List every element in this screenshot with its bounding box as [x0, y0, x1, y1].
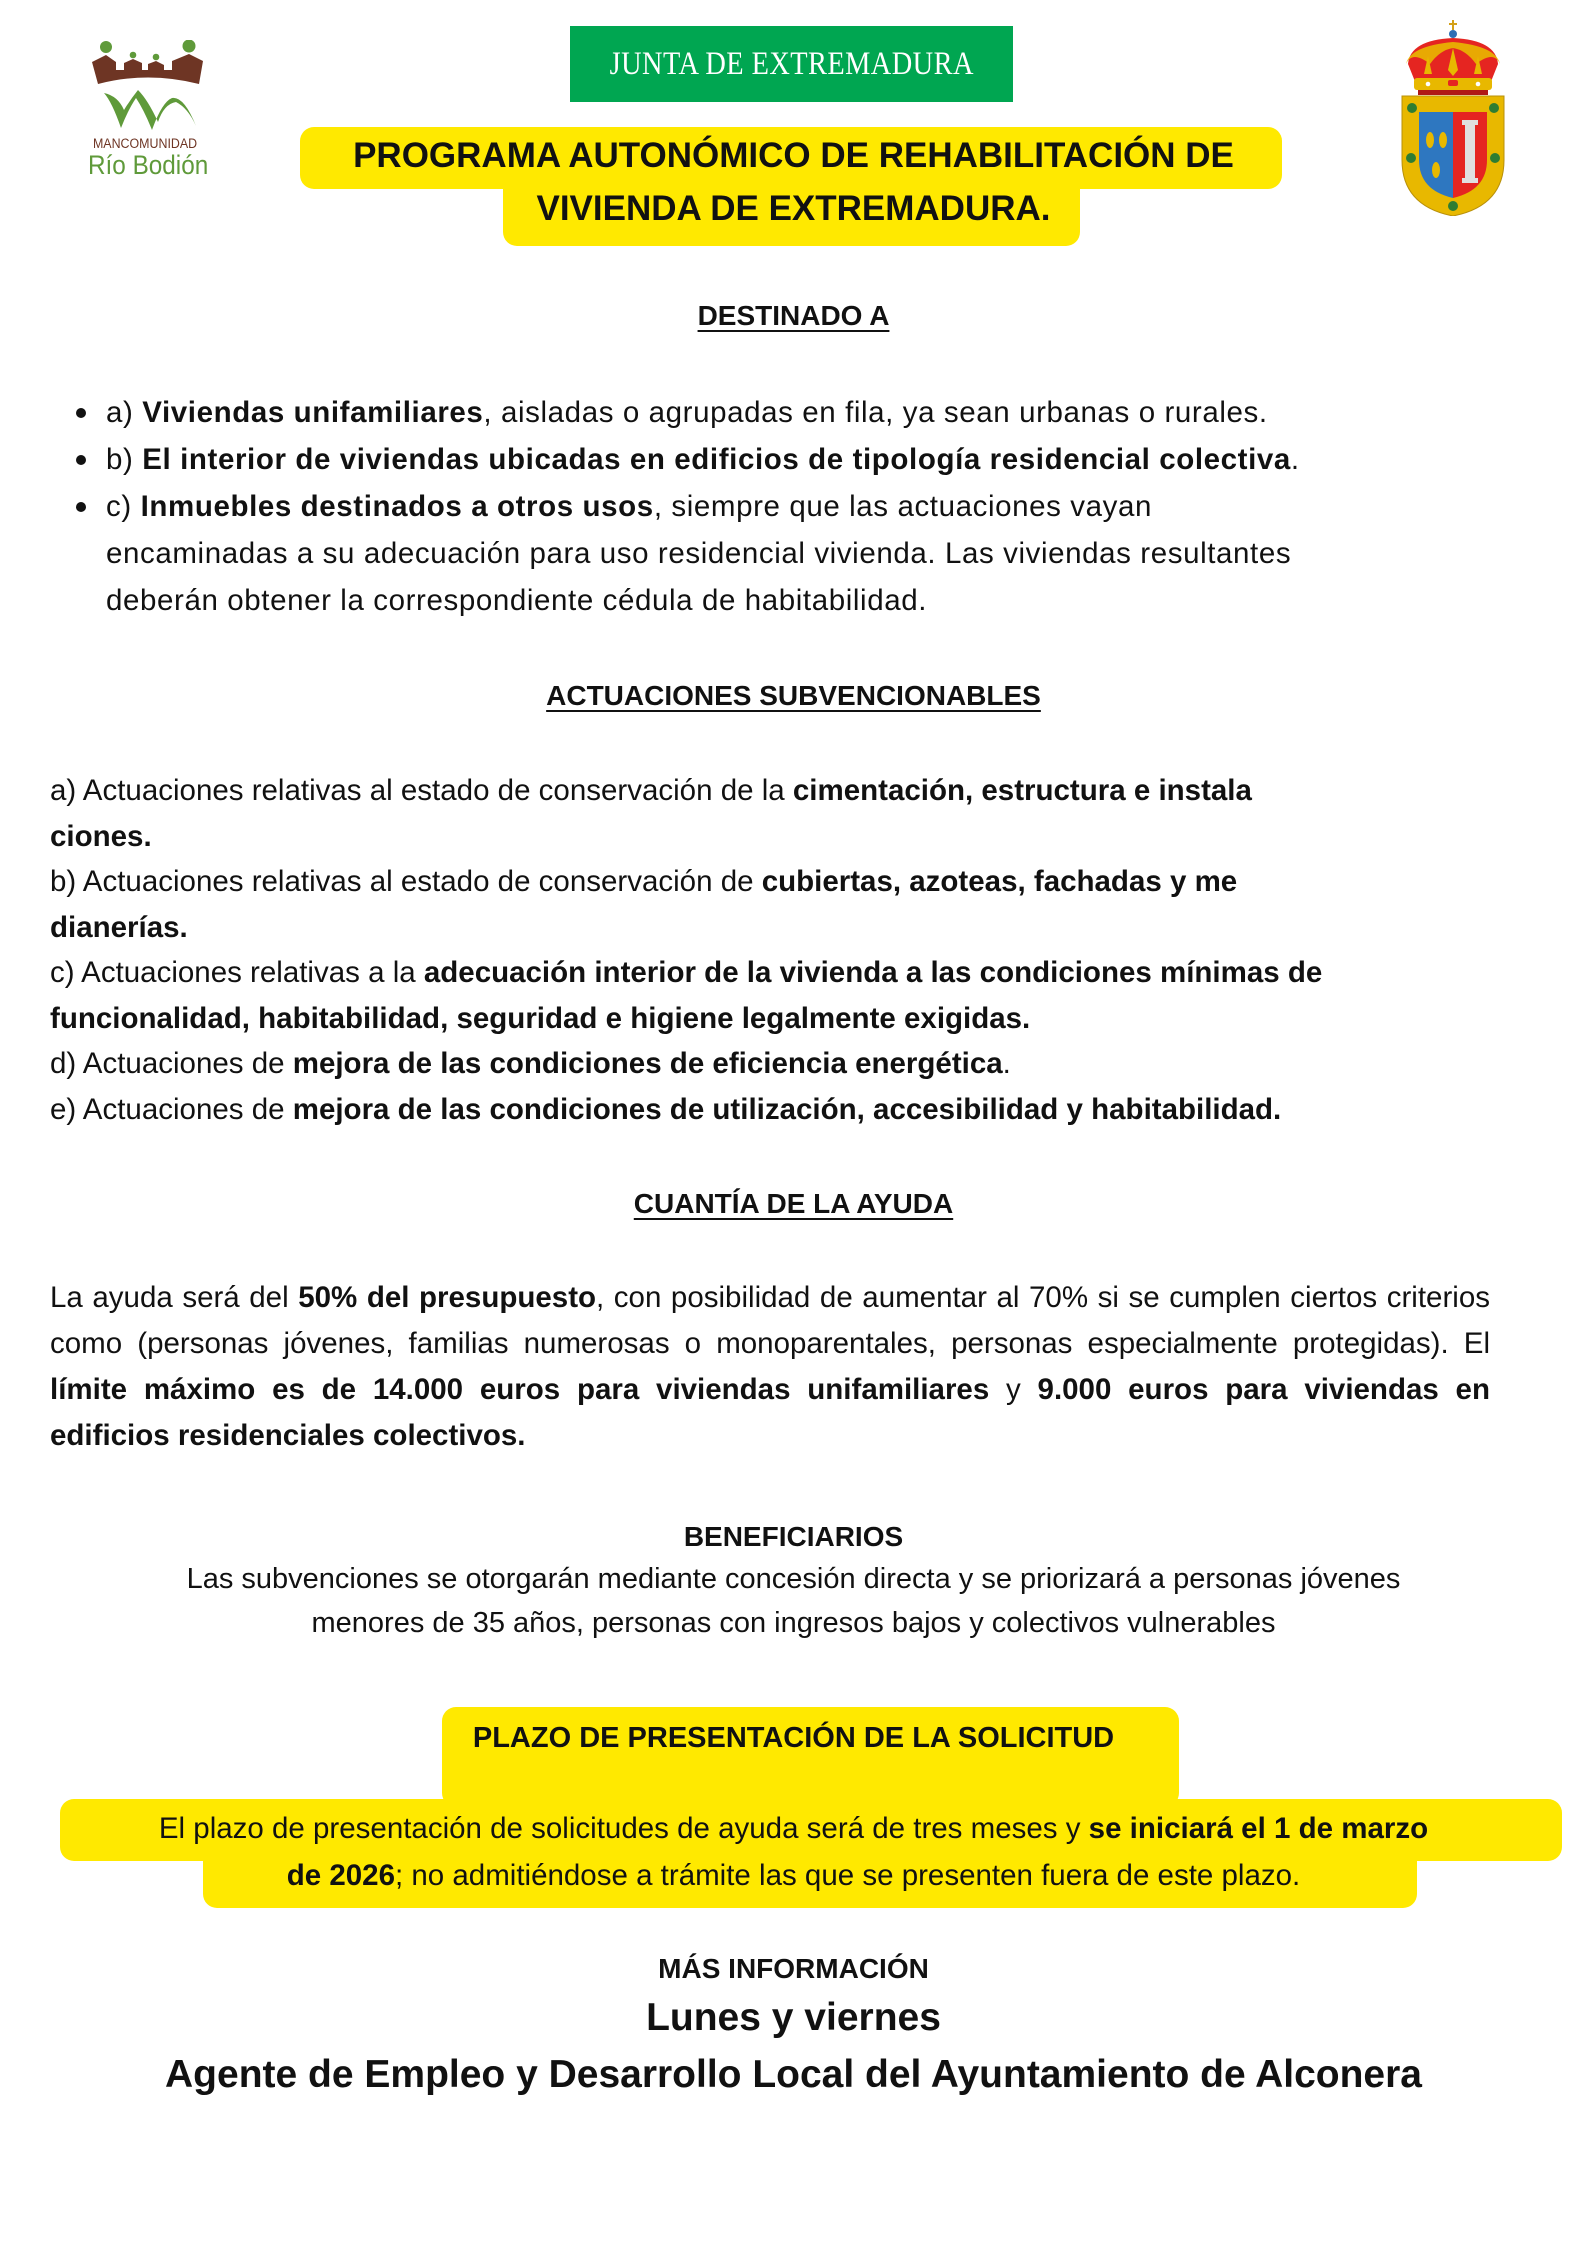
item-text: e) Actuaciones de [50, 1092, 293, 1126]
text-bold: 9.000 euros para viviendas en edificios residenciales colectivos. [50, 1373, 1490, 1452]
section-heading-actuaciones: ACTUACIONES SUBVENCIONABLES [546, 680, 1041, 711]
section-heading-info: MÁS INFORMACIÓN [658, 1953, 929, 1984]
list-item [50, 950, 1560, 996]
item-text: . [1002, 1047, 1011, 1080]
item-prefix: c) [106, 490, 141, 523]
text-bold: 50% del presupuesto [298, 1281, 597, 1314]
text: El plazo de presentación de solicitudes de ayuda será de tres meses y [158, 1812, 1089, 1845]
item-bold: Inmuebles destinados a otros usos [140, 490, 654, 523]
junta-banner-text: JUNTA DE EXTREMADURA [609, 45, 974, 82]
list-item-continuation [50, 905, 1560, 951]
coat-of-arms-icon [1396, 20, 1510, 216]
item-text-line3: deberán obtener la correspondiente cédula de habitabilidad. [106, 584, 928, 617]
list-item [50, 1087, 1560, 1133]
item-bold: adecuación interior de la vivienda a las condiciones mínimas de [423, 956, 1323, 989]
section-heading-plazo: PLAZO DE PRESENTACIÓN DE LA SOLICITUD [472, 1722, 1115, 1754]
logo-text-mancomunidad: MANCOMUNIDAD [92, 136, 198, 151]
text: y [989, 1373, 1038, 1406]
item-text: , aisladas o agrupadas en fila, ya sean urbanas o rurales. [483, 396, 1268, 429]
plazo-line1 [0, 1812, 1587, 1846]
list-item [72, 436, 1542, 483]
item-bold: funcionalidad, habitabilidad, seguridad e higiene legalmente exigidas. [50, 1001, 1031, 1035]
mancomunidad-crown-logo-icon [88, 40, 212, 136]
text: ; no admitiéndose a trámite las que se presenten fuera de este plazo. [395, 1859, 1301, 1892]
coat-of-arms-logo [1396, 20, 1510, 216]
destinado-list [72, 389, 1542, 624]
item-text: b) Actuaciones relativas al estado de conservación de [50, 865, 762, 898]
page-title-line1: PROGRAMA AUTONÓMICO DE REHABILITACIÓN DE [353, 136, 1234, 175]
item-text: d) Actuaciones de [50, 1047, 293, 1080]
item-bold: mejora de las condiciones de utilización, accesibilidad y habitabilidad. [292, 1092, 1282, 1126]
actuaciones-list [50, 768, 1560, 1132]
item-prefix: b) [106, 443, 143, 476]
text: La ayuda será del [50, 1281, 299, 1314]
page-title-line2: VIVIENDA DE EXTREMADURA. [536, 189, 1051, 228]
item-text: . [1290, 443, 1300, 476]
section-heading-beneficiarios: BENEFICIARIOS [683, 1521, 904, 1552]
item-text-line2: encaminadas a su adecuación para uso residencial vivienda. Las viviendas resultantes [106, 537, 1292, 570]
beneficiarios-line1: Las subvenciones se otorgarán mediante concesión directa y se priorizará a personas jóvenes [186, 1563, 1401, 1595]
list-item [72, 483, 1542, 624]
item-bold: ciones. [50, 819, 152, 853]
info-days: Lunes y viernes [646, 1996, 941, 2039]
item-bold: El interior de viviendas ubicadas en edificios de tipología residencial colectiva [142, 443, 1291, 476]
beneficiarios-line2: menores de 35 años, personas con ingresos bajos y colectivos vulnerables [311, 1607, 1276, 1639]
section-heading-cuantia: CUANTÍA DE LA AYUDA [633, 1188, 954, 1219]
item-text: , siempre que las actuaciones vayan [653, 490, 1152, 523]
plazo-line2 [0, 1859, 1587, 1893]
logo-text-rio-bodion: Río Bodión [88, 150, 209, 180]
list-item [50, 859, 1560, 905]
list-item [50, 1041, 1560, 1087]
item-text: c) Actuaciones relativas a la [50, 956, 424, 989]
text: , con posibilidad de aumentar al 70% si se cumplen ciertos criterios como (personas jóvenes, familias numerosas o monoparentales, personas especialmente protegidas). El [50, 1281, 1490, 1360]
list-item-continuation [50, 814, 1560, 860]
junta-de-extremadura-banner [570, 26, 1013, 102]
item-bold: dianerías. [50, 910, 188, 944]
text-bold: se iniciará el 1 de marzo [1088, 1812, 1429, 1845]
list-item [72, 389, 1542, 436]
bullet-icon [76, 455, 86, 465]
item-bold: Viviendas unifamiliares [142, 396, 484, 429]
text-bold: de 2026 [286, 1859, 395, 1892]
cuantia-paragraph [50, 1275, 1490, 1459]
item-text: a) Actuaciones relativas al estado de conservación de la [50, 774, 793, 807]
bullet-icon [76, 502, 86, 512]
info-contact: Agente de Empleo y Desarrollo Local del Ayuntamiento de Alconera [165, 2053, 1422, 2096]
list-item [50, 768, 1560, 814]
list-item-continuation [50, 996, 1560, 1042]
bullet-icon [76, 408, 86, 418]
item-bold: mejora de las condiciones de eficiencia energética [292, 1047, 1003, 1080]
text-bold: límite máximo es de 14.000 euros para viviendas unifamiliares [50, 1373, 990, 1406]
item-bold: cimentación, estructura e instala [792, 774, 1252, 807]
item-prefix: a) [106, 396, 143, 429]
item-bold: cubiertas, azoteas, fachadas y me [761, 865, 1238, 898]
section-heading-destinado: DESTINADO A [697, 300, 890, 331]
